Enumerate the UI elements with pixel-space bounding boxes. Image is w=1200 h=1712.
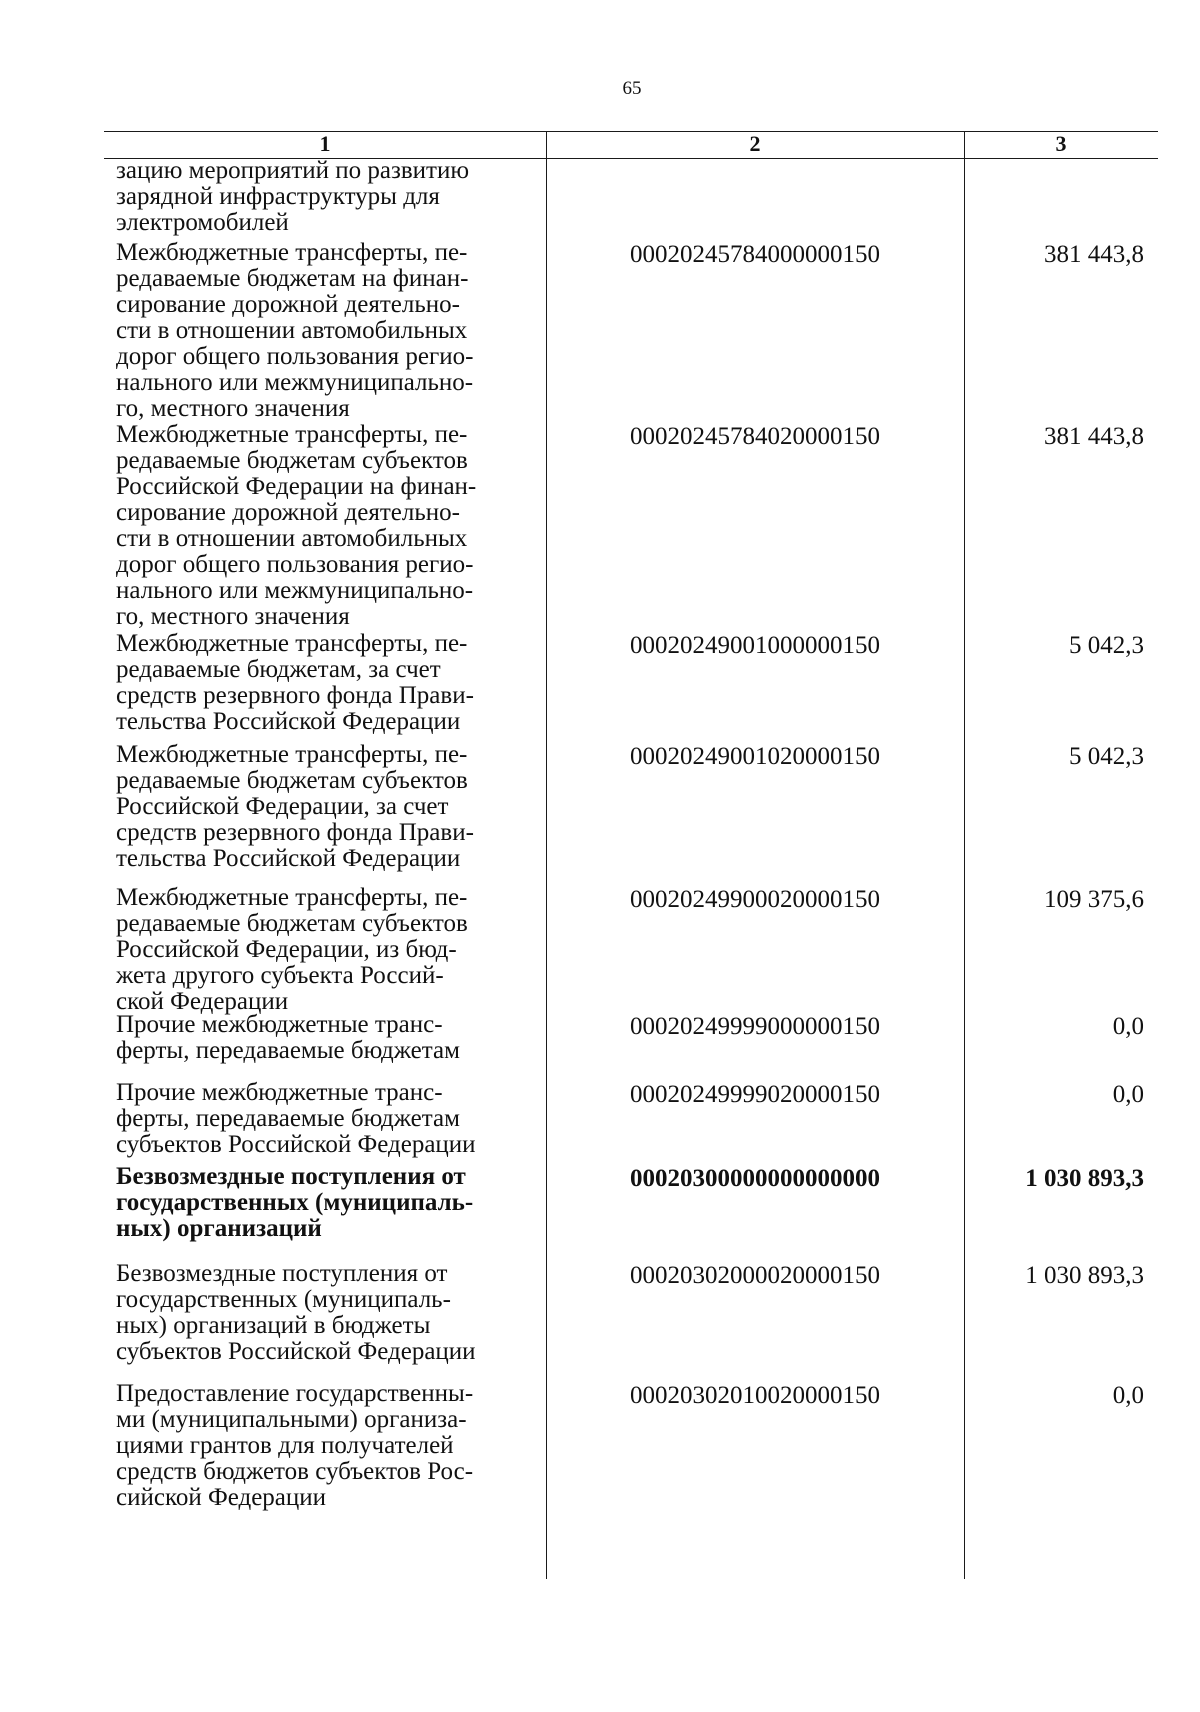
description-line: Межбюджетные трансферты, пе-	[116, 239, 468, 266]
description-line: ных) организаций	[116, 1215, 322, 1242]
row-amount: 0,0	[1112, 1382, 1144, 1409]
description-line: редаваемые бюджетам на финан-	[116, 265, 469, 292]
description-line: жета другого субъекта Россий-	[116, 962, 444, 989]
description-line: сти в отношении автомобильных	[116, 525, 468, 552]
description-line: нального или межмуниципально-	[116, 577, 474, 604]
row-description	[104, 742, 546, 872]
budget-table	[104, 131, 1158, 1579]
description-line: ферты, передаваемые бюджетам	[116, 1105, 460, 1132]
row-description	[104, 631, 546, 735]
description-line: государственных (муниципаль-	[116, 1286, 451, 1313]
description-line: Межбюджетные трансферты, пе-	[116, 884, 468, 911]
description-line: Предоставление государственны-	[116, 1380, 474, 1407]
description-line: ферты, передаваемые бюджетам	[116, 1037, 460, 1064]
description-line: Межбюджетные трансферты, пе-	[116, 741, 468, 768]
row-code: 00020249001000000150	[630, 632, 880, 659]
table-row	[104, 1261, 1158, 1365]
description-line: сти в отношении автомобильных	[116, 317, 468, 344]
row-code: 00020302010020000150	[630, 1382, 880, 1409]
description-line: Российской Федерации, за счет	[116, 793, 449, 820]
description-line: нального или межмуниципально-	[116, 369, 474, 396]
row-description	[104, 240, 546, 422]
table-row	[104, 1164, 1158, 1242]
table-row	[104, 240, 1158, 422]
description-line: редаваемые бюджетам субъектов	[116, 447, 468, 474]
description-line: субъектов Российской Федерации	[116, 1131, 476, 1158]
row-amount: 381 443,8	[1044, 241, 1144, 268]
description-line: го, местного значения	[116, 395, 350, 422]
row-amount: 1 030 893,3	[1025, 1165, 1144, 1192]
table-row	[104, 885, 1158, 1015]
row-description	[104, 1012, 546, 1064]
row-amount: 0,0	[1112, 1013, 1144, 1040]
row-description	[104, 885, 546, 1015]
row-code: 00020249900020000150	[630, 886, 880, 913]
row-code: 00020245784000000150	[630, 241, 880, 268]
row-amount: 5 042,3	[1069, 632, 1144, 659]
description-line: Российской Федерации на финан-	[116, 473, 477, 500]
description-line: зацию мероприятий по развитию	[116, 157, 470, 184]
description-line: Прочие межбюджетные транс-	[116, 1011, 443, 1038]
description-line: субъектов Российской Федерации	[116, 1338, 476, 1365]
description-line: электромобилей	[116, 209, 289, 236]
description-line: редаваемые бюджетам субъектов	[116, 767, 468, 794]
row-description	[104, 1164, 546, 1242]
description-line: тельства Российской Федерации	[116, 845, 461, 872]
description-line: тельства Российской Федерации	[116, 708, 461, 735]
description-line: сирование дорожной деятельно-	[116, 499, 460, 526]
table-row	[104, 631, 1158, 735]
description-line: зарядной инфраструктуры для	[116, 183, 440, 210]
description-line: сирование дорожной деятельно-	[116, 291, 460, 318]
description-line: Безвозмездные поступления от	[116, 1163, 466, 1190]
description-line: ных) организаций в бюджеты	[116, 1312, 431, 1339]
description-line: редаваемые бюджетам субъектов	[116, 910, 468, 937]
description-line: Безвозмездные поступления от	[116, 1260, 448, 1287]
description-line: го, местного значения	[116, 603, 350, 630]
row-description	[104, 1261, 546, 1365]
table-header	[104, 131, 1158, 159]
description-line: государственных (муниципаль-	[116, 1189, 474, 1216]
row-description	[104, 422, 546, 630]
header-col-2: 2	[749, 131, 761, 156]
row-amount	[964, 158, 1158, 236]
description-line: ской Федерации	[116, 988, 289, 1015]
description-line: средств резервного фонда Прави-	[116, 682, 474, 709]
description-line: дорог общего пользования регио-	[116, 551, 474, 578]
description-line: средств бюджетов субъектов Рос-	[116, 1458, 474, 1485]
description-line: Межбюджетные трансферты, пе-	[116, 630, 468, 657]
description-line: Межбюджетные трансферты, пе-	[116, 421, 468, 448]
row-code: 00020300000000000000	[630, 1165, 880, 1192]
row-code: 00020245784020000150	[630, 423, 880, 450]
row-description	[104, 158, 546, 236]
row-code: 00020249999000000150	[630, 1013, 880, 1040]
header-col-1: 1	[319, 131, 331, 156]
row-amount: 0,0	[1112, 1081, 1144, 1108]
table-row	[104, 742, 1158, 872]
table-row	[104, 422, 1158, 630]
row-amount: 381 443,8	[1044, 423, 1144, 450]
row-code: 00020302000020000150	[630, 1262, 880, 1289]
row-amount: 109 375,6	[1044, 886, 1144, 913]
row-amount: 1 030 893,3	[1025, 1262, 1144, 1289]
description-line: редаваемые бюджетам, за счет	[116, 656, 441, 683]
table-row	[104, 1080, 1158, 1158]
table-row	[104, 1381, 1158, 1511]
description-line: Российской Федерации, из бюд-	[116, 936, 457, 963]
page-number: 65	[622, 78, 642, 99]
description-line: циями грантов для получателей	[116, 1432, 454, 1459]
row-code: 00020249001020000150	[630, 743, 880, 770]
description-line: дорог общего пользования регио-	[116, 343, 474, 370]
row-description	[104, 1080, 546, 1158]
description-line: ми (муниципальными) организа-	[116, 1406, 467, 1433]
row-code	[546, 158, 964, 236]
description-line: Прочие межбюджетные транс-	[116, 1079, 443, 1106]
row-amount: 5 042,3	[1069, 743, 1144, 770]
description-line: средств резервного фонда Прави-	[116, 819, 474, 846]
row-description	[104, 1381, 546, 1511]
row-code: 00020249999020000150	[630, 1081, 880, 1108]
table-row	[104, 1012, 1158, 1064]
description-line: сийской Федерации	[116, 1484, 327, 1511]
table-row	[104, 158, 1158, 236]
header-col-3: 3	[1055, 131, 1067, 156]
